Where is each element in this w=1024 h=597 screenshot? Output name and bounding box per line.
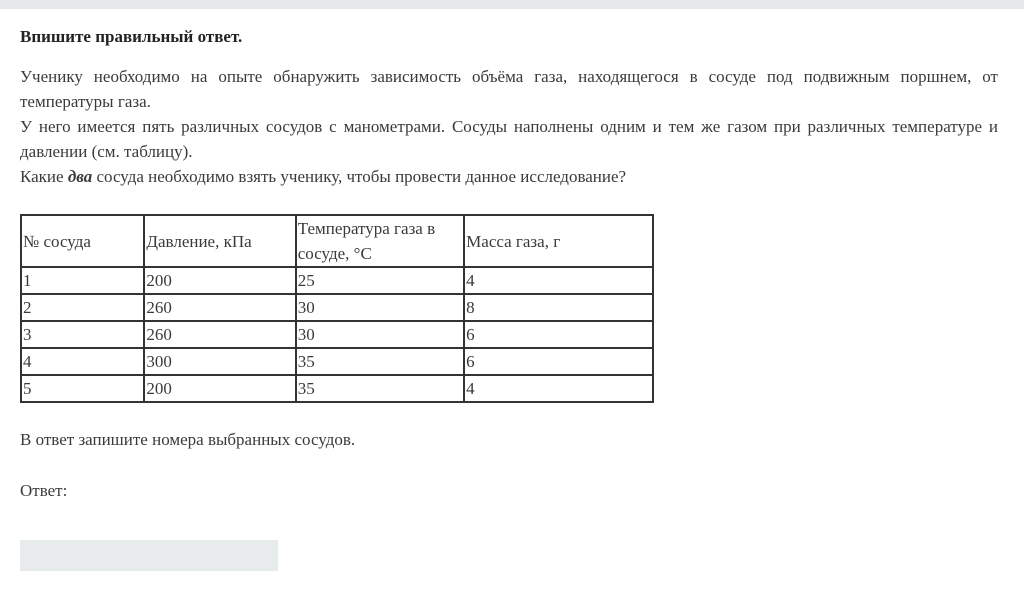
cell-pressure: 300 xyxy=(144,348,295,375)
cell-vessel-number: 1 xyxy=(21,267,144,294)
cell-gas-mass: 4 xyxy=(464,375,653,402)
cell-gas-mass: 8 xyxy=(464,294,653,321)
table-row xyxy=(21,294,653,321)
cell-temperature: 30 xyxy=(296,294,464,321)
table-row xyxy=(21,348,653,375)
table-row xyxy=(21,321,653,348)
cell-vessel-number: 5 xyxy=(21,375,144,402)
table-row xyxy=(21,267,653,294)
task-content xyxy=(20,26,998,502)
top-bar xyxy=(0,0,1024,9)
cell-gas-mass: 4 xyxy=(464,267,653,294)
cell-pressure: 260 xyxy=(144,294,295,321)
task-instruction: Впишите правильный ответ. xyxy=(20,27,243,46)
cell-temperature: 30 xyxy=(296,321,464,348)
question-text-start: Какие xyxy=(20,167,68,186)
answer-label: Ответ: xyxy=(20,481,68,500)
cell-vessel-number: 2 xyxy=(21,294,144,321)
cell-pressure: 200 xyxy=(144,267,295,294)
table-header-row xyxy=(21,215,653,267)
answer-input[interactable] xyxy=(20,540,278,571)
answer-note: В ответ запишите номера выбранных сосудов. xyxy=(20,430,356,449)
cell-gas-mass: 6 xyxy=(464,321,653,348)
cell-temperature: 25 xyxy=(296,267,464,294)
task-paragraph-1: Ученику необходимо на опыте обнаружить зависимость объёма газа, находящегося в сосуде под подвижным поршнем, от температуры газа. xyxy=(20,67,998,111)
task-paragraph-2: У него имеется пять различных сосудов с манометрами. Сосуды наполнены одним и тем же газом при различных температуре и давлении (см. таблицу). xyxy=(20,117,998,161)
cell-temperature: 35 xyxy=(296,375,464,402)
table-row xyxy=(21,375,653,402)
task-question xyxy=(20,164,998,189)
cell-vessel-number: 4 xyxy=(21,348,144,375)
cell-gas-mass: 6 xyxy=(464,348,653,375)
cell-pressure: 260 xyxy=(144,321,295,348)
question-emphasis: два xyxy=(67,167,93,186)
vessels-table xyxy=(20,214,654,403)
header-temperature: Температура газа в сосуде, °С xyxy=(296,215,464,267)
cell-vessel-number: 3 xyxy=(21,321,144,348)
header-vessel-number: № сосуда xyxy=(21,215,144,267)
question-text-end: сосуда необходимо взять ученику, чтобы провести данное исследование? xyxy=(92,167,627,186)
cell-temperature: 35 xyxy=(296,348,464,375)
header-pressure: Давление, кПа xyxy=(144,215,295,267)
cell-pressure: 200 xyxy=(144,375,295,402)
header-gas-mass: Масса газа, г xyxy=(464,215,653,267)
